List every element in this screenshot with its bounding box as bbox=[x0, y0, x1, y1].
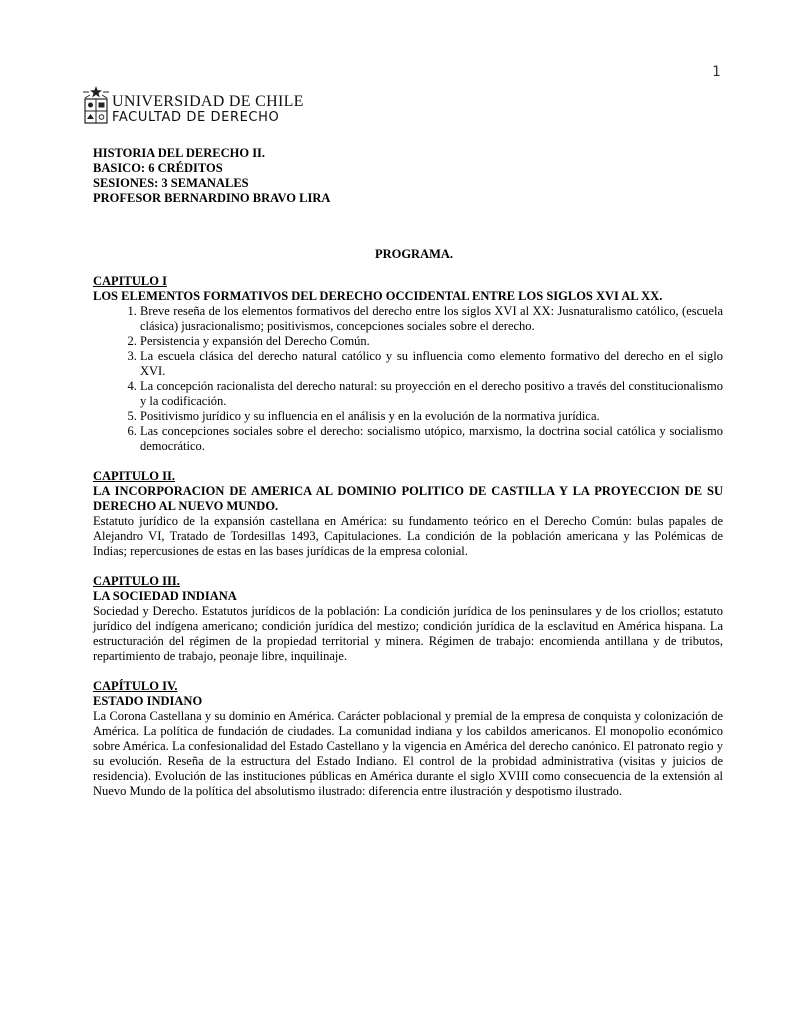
list-item: 2. Persistencia y expansión del Derecho Común. bbox=[140, 334, 723, 349]
list-item: 3. La escuela clásica del derecho natural católico y su influencia como elemento formativo del derecho en el siglo XVI. bbox=[140, 349, 723, 379]
chapter-item-list bbox=[93, 304, 723, 454]
list-item: 5. Positivismo jurídico y su influencia en el análisis y en la evolución de la normativa jurídica. bbox=[140, 409, 723, 424]
university-crest-icon bbox=[82, 84, 110, 126]
chapter-title: LOS ELEMENTOS FORMATIVOS DEL DERECHO OCCIDENTAL ENTRE LOS SIGLOS XVI AL XX. bbox=[93, 289, 663, 303]
logo-university-name: UNIVERSIDAD DE CHILE bbox=[112, 93, 304, 110]
chapter-title: LA SOCIEDAD INDIANA bbox=[93, 589, 237, 603]
chapter-title: LA INCORPORACION DE AMERICA AL DOMINIO POLITICO DE CASTILLA Y LA PROYECCION DE SU DERECHO AL NUEVO MUNDO. bbox=[93, 484, 723, 513]
course-header bbox=[93, 146, 723, 206]
list-item: 4. La concepción racionalista del derecho natural: su proyección en el derecho positivo a través del constitucionalismo y la codificación. bbox=[140, 379, 723, 409]
chapter-label: CAPITULO II. bbox=[93, 469, 175, 483]
chapter-3 bbox=[93, 574, 723, 664]
list-item: 6. Las concepciones sociales sobre el derecho: socialismo utópico, marxismo, la doctrina social católica y socialismo democrático. bbox=[140, 424, 723, 454]
program-title: PROGRAMA. bbox=[374, 247, 454, 261]
document-body bbox=[93, 146, 723, 814]
chapter-2 bbox=[93, 469, 723, 559]
chapter-4 bbox=[93, 679, 723, 799]
course-credits: BASICO: 6 CRÉDITOS bbox=[93, 161, 223, 175]
course-title: HISTORIA DEL DERECHO II. bbox=[93, 146, 266, 160]
chapter-body: Estatuto jurídico de la expansión castellana en América: su fundamento teórico en el Derecho Común: bulas papales de Alejandro VI, Tratado de Tordesillas 1493, Capitulaciones. La condición de la población americana y las Polémicas de Indias; repercusiones de estas en las bases jurídicas de la empresa colonial. bbox=[93, 514, 723, 558]
course-sessions: SESIONES: 3 SEMANALES bbox=[93, 176, 249, 190]
list-item: 1. Breve reseña de los elementos formativos del derecho entre los siglos XVI al XX: Jusnaturalismo católico, (escuela clásica) jusracionalismo; positivismos, concepciones sociales sobre el derecho. bbox=[140, 304, 723, 334]
chapter-label: CAPITULO III. bbox=[93, 574, 180, 588]
chapter-1 bbox=[93, 274, 723, 454]
chapter-label: CAPÍTULO IV. bbox=[93, 679, 178, 693]
chapter-label: CAPITULO I bbox=[93, 274, 167, 288]
chapter-title: ESTADO INDIANO bbox=[93, 694, 203, 708]
course-professor: PROFESOR BERNARDINO BRAVO LIRA bbox=[93, 191, 331, 205]
chapter-body: Sociedad y Derecho. Estatutos jurídicos de la población: La condición jurídica de los peninsulares y de los criollos; estatuto jurídico del indígena americano; condición jurídica del mestizo; condición jurídica de la esclavitud en América hispana. La estructuración del régimen de la propiedad territorial y minera. Régimen de trabajo: encomienda antillana y de tributos, repartimiento de trabajo, peonaje libre, inquilinaje. bbox=[93, 604, 723, 663]
page-number: 1 bbox=[712, 64, 721, 80]
university-logo bbox=[82, 84, 304, 126]
logo-faculty-name: FACULTAD DE DERECHO bbox=[112, 110, 280, 125]
chapter-body: La Corona Castellana y su dominio en América. Carácter poblacional y premial de la empresa de conquista y colonización de América. La política de fundación de ciudades. La comunidad indiana y los cabildos americanos. El monopolio económico sobre América. La confesionalidad del Estado Castellano y la vigencia en América del derecho canónico. El patronato regio y su evolución. Reseña de la estructura del Estado Indiano. El control de la probidad administrativa (visitas y juicios de residencia). Evolución de las instituciones públicas en América durante el siglo XVIII como consecuencia de la extensión al Nuevo Mundo de la política del absolutismo ilustrado: diferencia entre ilustración y despotismo ilustrado. bbox=[93, 709, 723, 798]
